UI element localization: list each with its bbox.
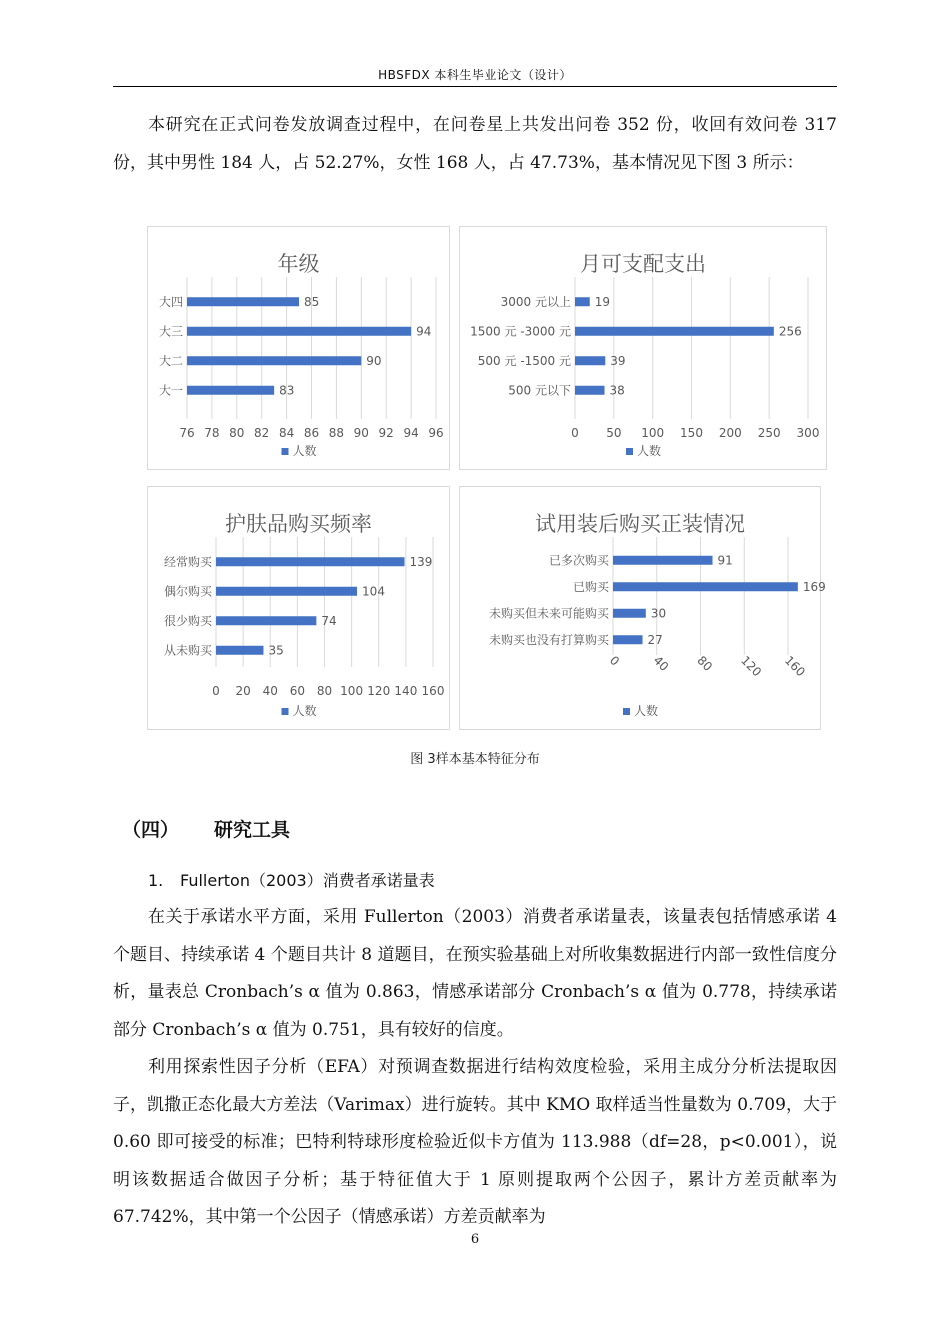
data-label: 30 bbox=[650, 606, 667, 621]
category-label: 500 元以下 bbox=[508, 383, 571, 398]
data-label: 139 bbox=[409, 554, 433, 569]
legend-label: 人数 bbox=[637, 444, 662, 458]
bar bbox=[613, 635, 643, 644]
category-label: 大二 bbox=[158, 353, 183, 368]
legend-label: 人数 bbox=[292, 704, 317, 718]
category-label: 1500 元 -3000 元 bbox=[470, 324, 571, 339]
tick-label: 250 bbox=[757, 426, 781, 440]
category-label: 未购买也没有打算购买 bbox=[488, 632, 609, 647]
tick-label: 96 bbox=[428, 426, 444, 440]
tick-label: 94 bbox=[403, 426, 419, 440]
tick-label: 82 bbox=[254, 426, 270, 440]
tick-label: 40 bbox=[650, 653, 672, 674]
tick-label: 80 bbox=[229, 426, 245, 440]
chart-title: 年级 bbox=[277, 252, 320, 276]
legend-swatch bbox=[282, 708, 289, 715]
tick-label: 160 bbox=[421, 684, 445, 698]
tick-label: 300 bbox=[796, 426, 820, 440]
tick-label: 92 bbox=[378, 426, 394, 440]
tick-label: 100 bbox=[340, 684, 364, 698]
data-label: 74 bbox=[321, 613, 337, 628]
legend-label: 人数 bbox=[292, 444, 317, 458]
tick-label: 50 bbox=[606, 426, 622, 440]
bar bbox=[187, 356, 361, 365]
data-label: 91 bbox=[717, 553, 733, 568]
legend-label: 人数 bbox=[634, 704, 659, 718]
tick-label: 120 bbox=[367, 684, 391, 698]
data-label: 256 bbox=[778, 324, 802, 339]
bar bbox=[575, 327, 774, 336]
bar bbox=[216, 587, 357, 596]
subsection-title: Fullerton（2003）消费者承诺量表 bbox=[180, 871, 435, 890]
bar bbox=[187, 297, 299, 306]
chart-title: 试用装后购买正装情况 bbox=[535, 512, 745, 536]
body-paragraph-1: 在关于承诺水平方面，采用 Fullerton（2003）消费者承诺量表，该量表包括情感承诺 4 个题目、持续承诺 4 个题目共计 8 道题目，在预实验基础上对所收集数据进行内部一致性信度分析，量表总 Cronbach’s α 值为 0.863，情感承诺部分 Cronbach’s α 值为 0.778，持续承诺部分 Cronbach’s α 值为 0.751，具有较好的信度。 bbox=[113, 907, 837, 1040]
data-label: 39 bbox=[610, 353, 626, 368]
chart-legend bbox=[282, 703, 317, 718]
tick-label: 0 bbox=[212, 684, 220, 698]
category-label: 从未购买 bbox=[163, 643, 212, 658]
chart-trial-conversion bbox=[459, 486, 826, 730]
legend-swatch bbox=[626, 448, 633, 455]
chart-legend bbox=[623, 703, 658, 718]
chart-legend bbox=[282, 443, 317, 458]
data-label: 94 bbox=[416, 324, 432, 339]
chart-monthly-spending bbox=[459, 226, 827, 470]
bar bbox=[575, 356, 605, 365]
tick-label: 90 bbox=[353, 426, 369, 440]
chart-purchase-frequency bbox=[147, 486, 450, 730]
data-label: 35 bbox=[268, 643, 284, 658]
bar bbox=[613, 556, 713, 565]
bar bbox=[187, 327, 411, 336]
data-label: 90 bbox=[366, 353, 382, 368]
data-label: 19 bbox=[594, 294, 611, 309]
tick-label: 160 bbox=[781, 653, 808, 680]
category-label: 偶尔购买 bbox=[163, 584, 212, 599]
tick-label: 80 bbox=[316, 684, 333, 698]
tick-label: 40 bbox=[262, 684, 278, 698]
chart-grade bbox=[147, 226, 450, 470]
tick-label: 60 bbox=[289, 684, 306, 698]
category-label: 大四 bbox=[158, 294, 183, 309]
tick-label: 140 bbox=[394, 684, 418, 698]
category-label: 大一 bbox=[158, 383, 183, 398]
tick-label: 0 bbox=[606, 653, 623, 669]
bar bbox=[216, 646, 263, 655]
category-label: 已购买 bbox=[572, 579, 609, 594]
data-label: 27 bbox=[647, 632, 663, 647]
legend-swatch bbox=[282, 448, 289, 455]
subsection-number: 1. bbox=[148, 871, 164, 890]
category-label: 已多次购买 bbox=[548, 553, 609, 568]
header-rule bbox=[113, 86, 837, 87]
category-label: 经常购买 bbox=[163, 554, 212, 569]
category-label: 大三 bbox=[158, 324, 183, 339]
section-number: （四） bbox=[122, 819, 180, 841]
category-label: 很少购买 bbox=[163, 613, 212, 628]
tick-label: 20 bbox=[235, 684, 251, 698]
tick-label: 78 bbox=[204, 426, 220, 440]
data-label: 38 bbox=[609, 383, 625, 398]
bar bbox=[575, 386, 605, 395]
legend-swatch bbox=[623, 708, 630, 715]
chart-legend bbox=[626, 443, 661, 458]
section-heading bbox=[122, 815, 290, 842]
data-label: 83 bbox=[279, 383, 295, 398]
tick-label: 80 bbox=[694, 653, 716, 674]
data-label: 169 bbox=[802, 579, 826, 594]
subsection-heading bbox=[148, 868, 435, 891]
chart-title: 月可支配支出 bbox=[580, 252, 706, 276]
bar bbox=[216, 616, 316, 625]
tick-label: 86 bbox=[303, 426, 320, 440]
bar bbox=[216, 557, 405, 566]
bar bbox=[613, 609, 646, 618]
tick-label: 150 bbox=[680, 426, 703, 440]
page-number: 6 bbox=[470, 1232, 480, 1247]
running-header: HBSFDX 本科生毕业论文（设计） bbox=[378, 68, 572, 82]
tick-label: 84 bbox=[278, 426, 295, 440]
data-label: 85 bbox=[304, 294, 320, 309]
chart-title: 护肤品购买频率 bbox=[225, 512, 372, 536]
category-label: 未购买但未来可能购买 bbox=[488, 606, 609, 621]
tick-label: 88 bbox=[328, 426, 345, 440]
figure-caption: 图 3样本基本特征分布 bbox=[410, 752, 540, 767]
bar bbox=[187, 386, 274, 395]
category-label: 3000 元以上 bbox=[500, 294, 571, 309]
data-label: 104 bbox=[362, 584, 385, 599]
bar bbox=[575, 297, 590, 306]
body-paragraph-2: 利用探索性因子分析（EFA）对预调查数据进行结构效度检验，采用主成分分析法提取因子，凯撒正态化最大方差法（Varimax）进行旋转。其中 KMO 取样适当性量数为 0.709，大于 0.60 即可接受的标准；巴特利特球形度检验近似卡方值为 113.988（df=28，p<0.001），说明该数据适合做因子分析；基于特征值大于 1 原则提取两个公因子，累计方差贡献率为 67.742%，其中第一个公因子（情感承诺）方差贡献率为 bbox=[113, 1057, 837, 1227]
tick-label: 200 bbox=[718, 426, 742, 440]
tick-label: 100 bbox=[641, 426, 665, 440]
tick-label: 120 bbox=[738, 653, 765, 680]
section-title: 研究工具 bbox=[214, 819, 291, 841]
category-label: 500 元 -1500 元 bbox=[477, 353, 571, 368]
tick-label: 76 bbox=[179, 426, 195, 440]
tick-label: 0 bbox=[571, 426, 579, 440]
bar bbox=[613, 582, 798, 591]
intro-paragraph: 本研究在正式问卷发放调查过程中，在问卷星上共发出问卷 352 份，收回有效问卷 317 份，其中男性 184 人，占 52.27%，女性 168 人，占 47.73%，基本情况见下图 3 所示： bbox=[113, 115, 837, 173]
